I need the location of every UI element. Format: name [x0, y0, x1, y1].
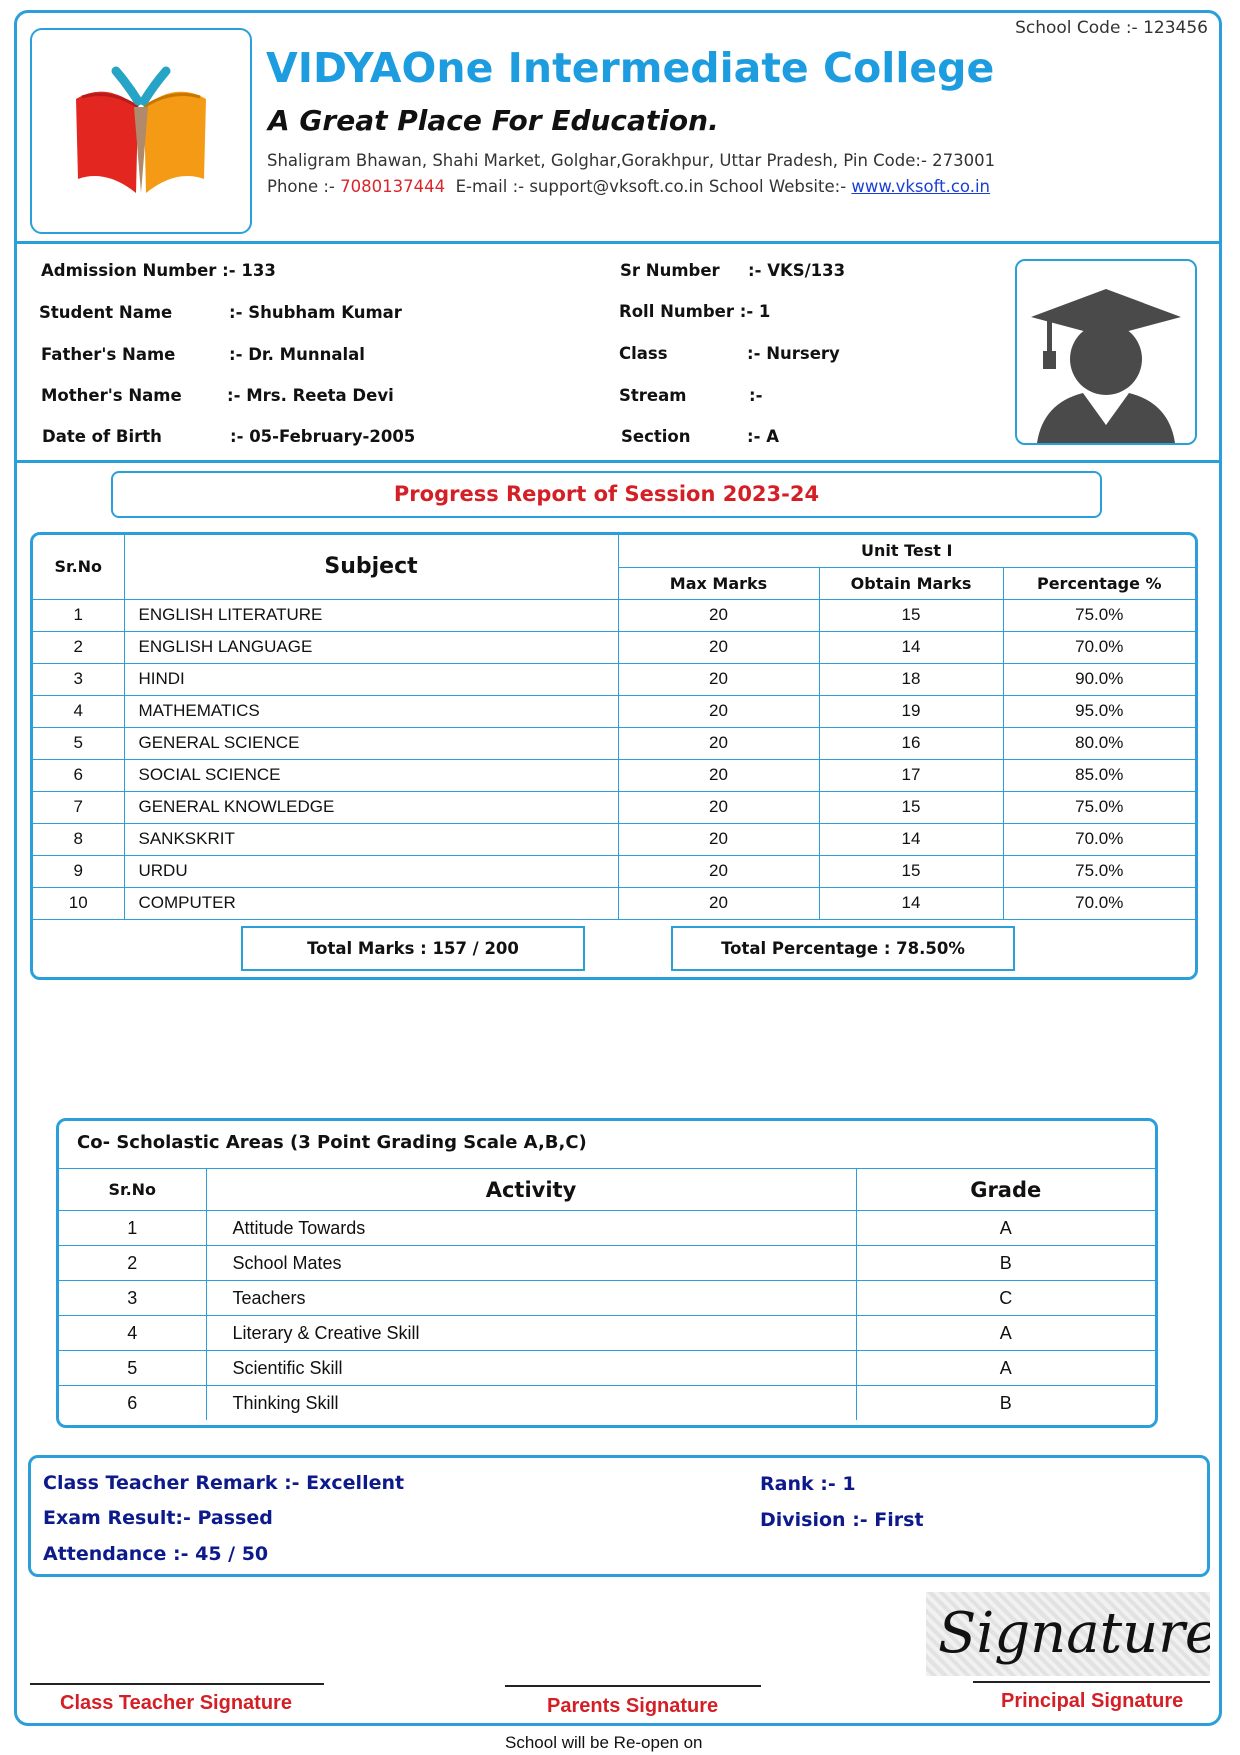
exam-result: Exam Result:- Passed	[43, 1507, 273, 1529]
admission-number: Admission Number :- 133	[41, 261, 276, 280]
subject-cell: SANKSKRIT	[124, 823, 618, 855]
activity-cell: Literary & Creative Skill	[206, 1316, 856, 1351]
activity-cell: Teachers	[206, 1281, 856, 1316]
max-marks-cell: 20	[618, 855, 819, 887]
sr-cell: 5	[33, 727, 124, 759]
col-header-srno: Sr.No	[33, 535, 124, 599]
signature-scribble-icon	[926, 1592, 1210, 1676]
obtain-marks-cell: 15	[819, 791, 1003, 823]
class-label: Class	[619, 344, 668, 363]
table-row	[59, 1316, 1155, 1351]
info-divider	[14, 460, 1222, 463]
sr-cell: 4	[33, 695, 124, 727]
table-row	[33, 759, 1195, 791]
max-marks-cell: 20	[618, 759, 819, 791]
section-label: Section	[621, 427, 691, 446]
percentage-cell: 70.0%	[1003, 631, 1195, 663]
sr-cell: 1	[59, 1211, 206, 1246]
sr-cell: 3	[59, 1281, 206, 1316]
col-header-unit-test: Unit Test I	[618, 535, 1195, 567]
subject-cell: ENGLISH LITERATURE	[124, 599, 618, 631]
table-row	[59, 1351, 1155, 1386]
father-name-value: :- Dr. Munnalal	[229, 345, 365, 364]
max-marks-cell: 20	[618, 887, 819, 919]
school-address: Shaligram Bhawan, Shahi Market, Golghar,Gorakhpur, Uttar Pradesh, Pin Code:- 273001	[267, 151, 996, 170]
obtain-marks-cell: 15	[819, 599, 1003, 631]
school-contact	[267, 177, 990, 196]
parents-signature-line	[505, 1685, 761, 1687]
obtain-marks-cell: 14	[819, 887, 1003, 919]
section-value: :- A	[747, 427, 779, 446]
percentage-cell: 85.0%	[1003, 759, 1195, 791]
sr-cell: 2	[33, 631, 124, 663]
max-marks-cell: 20	[618, 663, 819, 695]
obtain-marks-cell: 14	[819, 631, 1003, 663]
subject-cell: SOCIAL SCIENCE	[124, 759, 618, 791]
stream-value: :-	[749, 386, 763, 405]
cs-header-activity: Activity	[206, 1169, 856, 1211]
max-marks-cell: 20	[618, 791, 819, 823]
max-marks-cell: 20	[618, 631, 819, 663]
mother-name-value: :- Mrs. Reeta Devi	[227, 386, 394, 405]
principal-signature-line	[973, 1681, 1210, 1683]
activity-cell: Attitude Towards	[206, 1211, 856, 1246]
table-row	[33, 599, 1195, 631]
phone-number: 7080137444	[340, 177, 446, 196]
col-header-subject: Subject	[124, 535, 618, 599]
sr-number-label: Sr Number	[620, 261, 720, 280]
sr-cell: 6	[59, 1386, 206, 1421]
max-marks-cell: 20	[618, 823, 819, 855]
report-title: Progress Report of Session 2023-24	[111, 471, 1102, 518]
percentage-cell: 95.0%	[1003, 695, 1195, 727]
table-row	[33, 791, 1195, 823]
col-header-obtain: Obtain Marks	[819, 567, 1003, 599]
subject-cell: HINDI	[124, 663, 618, 695]
teacher-remark: Class Teacher Remark :- Excellent	[43, 1472, 405, 1494]
class-teacher-signature-label: Class Teacher Signature	[60, 1692, 292, 1714]
table-row	[33, 823, 1195, 855]
grade-cell: A	[856, 1351, 1155, 1386]
subject-cell: ENGLISH LANGUAGE	[124, 631, 618, 663]
principal-signature-label: Principal Signature	[1001, 1690, 1184, 1712]
obtain-marks-cell: 15	[819, 855, 1003, 887]
percentage-cell: 90.0%	[1003, 663, 1195, 695]
max-marks-cell: 20	[618, 599, 819, 631]
class-value: :- Nursery	[747, 344, 840, 363]
table-row	[33, 631, 1195, 663]
school-tagline: A Great Place For Education.	[268, 104, 719, 137]
table-row	[59, 1281, 1155, 1316]
table-row	[33, 855, 1195, 887]
marks-table	[33, 535, 1195, 920]
sr-cell: 9	[33, 855, 124, 887]
obtain-marks-cell: 14	[819, 823, 1003, 855]
remarks-section	[28, 1455, 1210, 1577]
division: Division :- First	[760, 1509, 924, 1531]
stream-label: Stream	[619, 386, 687, 405]
marks-body	[33, 599, 1195, 919]
attendance: Attendance :- 45 / 50	[43, 1543, 269, 1565]
obtain-marks-cell: 16	[819, 727, 1003, 759]
co-scholastic-table	[59, 1168, 1155, 1420]
obtain-marks-cell: 19	[819, 695, 1003, 727]
father-name-label: Father's Name	[41, 345, 176, 364]
sr-cell: 2	[59, 1246, 206, 1281]
school-code: School Code :- 123456	[1015, 18, 1208, 38]
sr-number-value: :- VKS/133	[748, 261, 846, 280]
col-header-max: Max Marks	[618, 567, 819, 599]
table-row	[59, 1386, 1155, 1421]
dob-value: :- 05-February-2005	[230, 427, 416, 446]
sr-cell: 6	[33, 759, 124, 791]
subject-cell: URDU	[124, 855, 618, 887]
principal-signature-image	[926, 1592, 1210, 1676]
sr-cell: 8	[33, 823, 124, 855]
email-text: E-mail :- support@vksoft.co.in School Website:-	[445, 177, 852, 196]
co-scholastic-body	[59, 1211, 1155, 1421]
total-marks: Total Marks : 157 / 200	[241, 926, 585, 971]
school-name: VIDYAOne Intermediate College	[266, 44, 995, 92]
marks-section	[30, 532, 1198, 980]
header-divider	[14, 241, 1222, 244]
signature-scribble: Signature	[938, 1601, 1210, 1666]
grade-cell: A	[856, 1211, 1155, 1246]
sr-cell: 5	[59, 1351, 206, 1386]
student-photo	[1015, 259, 1197, 445]
col-header-percentage: Percentage %	[1003, 567, 1195, 599]
reopen-note: School will be Re-open on	[505, 1733, 703, 1752]
co-scholastic-section	[56, 1118, 1158, 1428]
percentage-cell: 75.0%	[1003, 791, 1195, 823]
rank: Rank :- 1	[760, 1473, 856, 1495]
school-logo	[30, 28, 252, 234]
table-row	[33, 663, 1195, 695]
dob-label: Date of Birth	[42, 427, 162, 446]
activity-cell: Thinking Skill	[206, 1386, 856, 1421]
student-name-value: :- Shubham Kumar	[229, 303, 402, 322]
graduate-avatar-icon	[1021, 275, 1191, 443]
table-row	[33, 887, 1195, 919]
co-scholastic-title: Co- Scholastic Areas (3 Point Grading Scale A,B,C)	[77, 1132, 587, 1153]
sr-cell: 4	[59, 1316, 206, 1351]
obtain-marks-cell: 17	[819, 759, 1003, 791]
table-row	[33, 727, 1195, 759]
book-logo-icon	[56, 61, 226, 201]
parents-signature-label: Parents Signature	[547, 1695, 719, 1717]
grade-cell: B	[856, 1246, 1155, 1281]
sr-cell: 10	[33, 887, 124, 919]
cs-header-srno: Sr.No	[59, 1169, 206, 1211]
grade-cell: A	[856, 1316, 1155, 1351]
sr-cell: 1	[33, 599, 124, 631]
subject-cell: GENERAL KNOWLEDGE	[124, 791, 618, 823]
percentage-cell: 75.0%	[1003, 855, 1195, 887]
percentage-cell: 80.0%	[1003, 727, 1195, 759]
subject-cell: GENERAL SCIENCE	[124, 727, 618, 759]
class-teacher-signature-line	[30, 1683, 324, 1685]
sr-cell: 7	[33, 791, 124, 823]
roll-number: Roll Number :- 1	[619, 302, 771, 321]
activity-cell: School Mates	[206, 1246, 856, 1281]
table-row	[59, 1246, 1155, 1281]
grade-cell: C	[856, 1281, 1155, 1316]
percentage-cell: 70.0%	[1003, 823, 1195, 855]
max-marks-cell: 20	[618, 727, 819, 759]
activity-cell: Scientific Skill	[206, 1351, 856, 1386]
website-link[interactable]: www.vksoft.co.in	[851, 177, 991, 196]
total-percentage: Total Percentage : 78.50%	[671, 926, 1015, 971]
student-name-label: Student Name	[39, 303, 173, 322]
sr-cell: 3	[33, 663, 124, 695]
percentage-cell: 70.0%	[1003, 887, 1195, 919]
grade-cell: B	[856, 1386, 1155, 1421]
table-row	[33, 695, 1195, 727]
cs-header-grade: Grade	[856, 1169, 1155, 1211]
percentage-cell: 75.0%	[1003, 599, 1195, 631]
subject-cell: MATHEMATICS	[124, 695, 618, 727]
obtain-marks-cell: 18	[819, 663, 1003, 695]
mother-name-label: Mother's Name	[41, 386, 182, 405]
subject-cell: COMPUTER	[124, 887, 618, 919]
max-marks-cell: 20	[618, 695, 819, 727]
phone-label: Phone :-	[267, 177, 341, 196]
table-row	[59, 1211, 1155, 1246]
